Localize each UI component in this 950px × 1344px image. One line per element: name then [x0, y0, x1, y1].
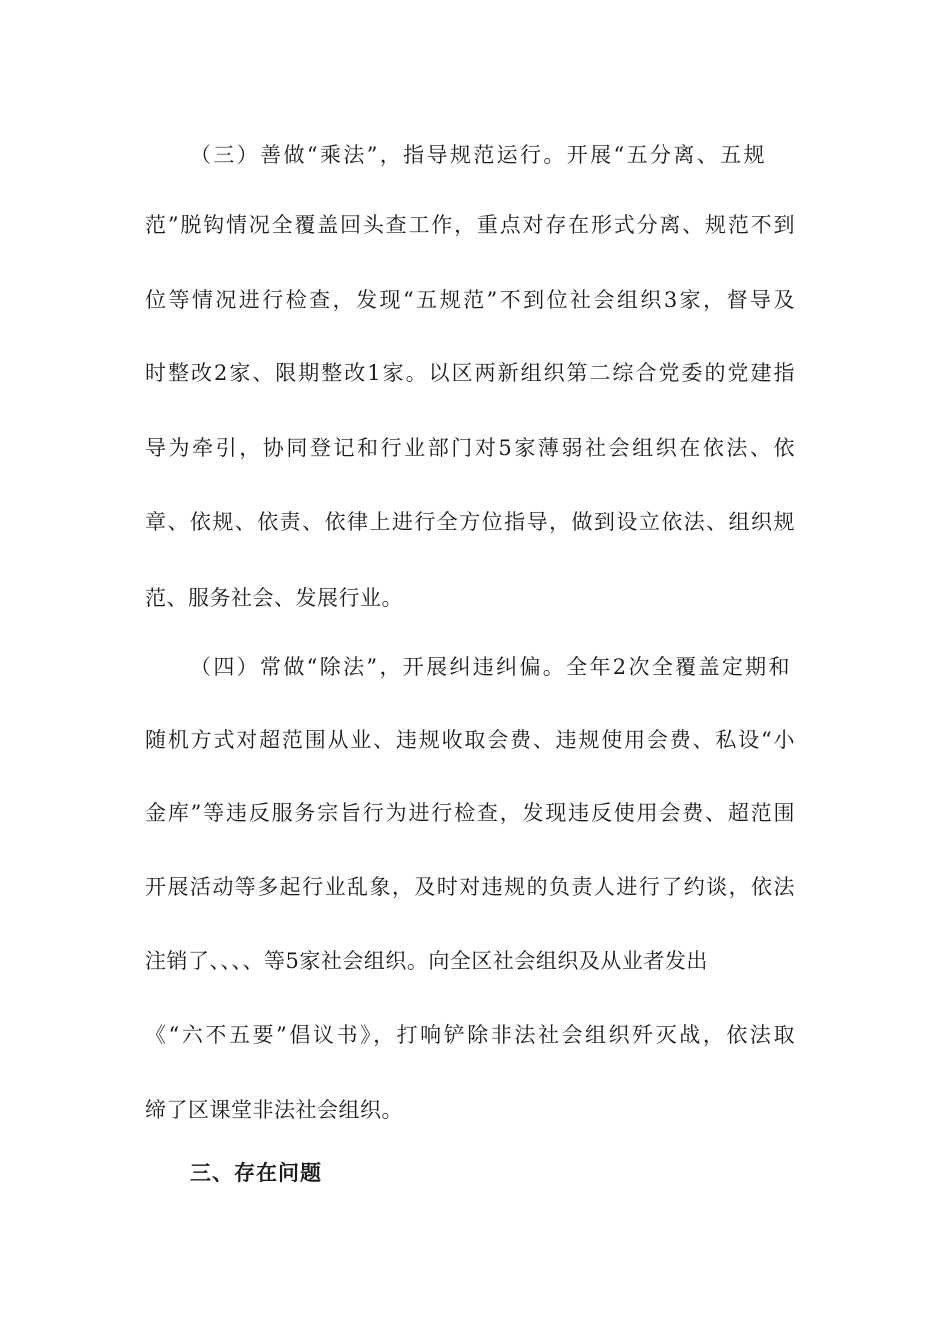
paragraph-3-line-6: 章、依规、依责、依律上进行全方位指导，做到设立依法、组织规: [145, 510, 795, 534]
paragraph-3-line-1: （三）善做“乘法”，指导规范运行。开展“五分离、五规: [190, 143, 765, 167]
paragraph-3-line-3: 位等情况进行检查，发现“五规范”不到位社会组织3家，督导及: [145, 288, 795, 312]
paragraph-4-line-5: 注销了、、、、等5家社会组织。向全区社会组织及从业者发出: [145, 949, 708, 973]
paragraph-3-line-2: 范”脱钩情况全覆盖回头查工作，重点对存在形式分离、规范不到: [145, 213, 795, 237]
paragraph-3-line-5: 导为牵引，协同登记和行业部门对5家薄弱社会组织在依法、依: [145, 436, 795, 460]
paragraph-4-line-3: 金库”等违反服务宗旨行为进行检查，发现违反使用会费、超范围: [145, 801, 795, 825]
paragraph-4-line-7: 缔了区课堂非法社会组织。: [145, 1098, 403, 1122]
paragraph-4-line-6: 《“六不五要”倡议书》，打响铲除非法社会组织歼灭战，依法取: [145, 1023, 795, 1047]
paragraph-3-line-7: 范、服务社会、发展行业。: [145, 586, 403, 610]
paragraph-4-line-2: 随机方式对超范围从业、违规收取会费、违规使用会费、私设“小: [145, 728, 795, 752]
section-heading: 三、存在问题: [190, 1160, 322, 1185]
paragraph-3-line-4: 时整改2家、限期整改1家。以区两新组织第二综合党委的党建指: [145, 361, 795, 385]
paragraph-4-line-4: 开展活动等多起行业乱象，及时对违规的负责人进行了约谈，依法: [145, 875, 795, 899]
paragraph-4-line-1: （四）常做“除法”，开展纠违纠偏。全年2次全覆盖定期和: [190, 655, 790, 679]
